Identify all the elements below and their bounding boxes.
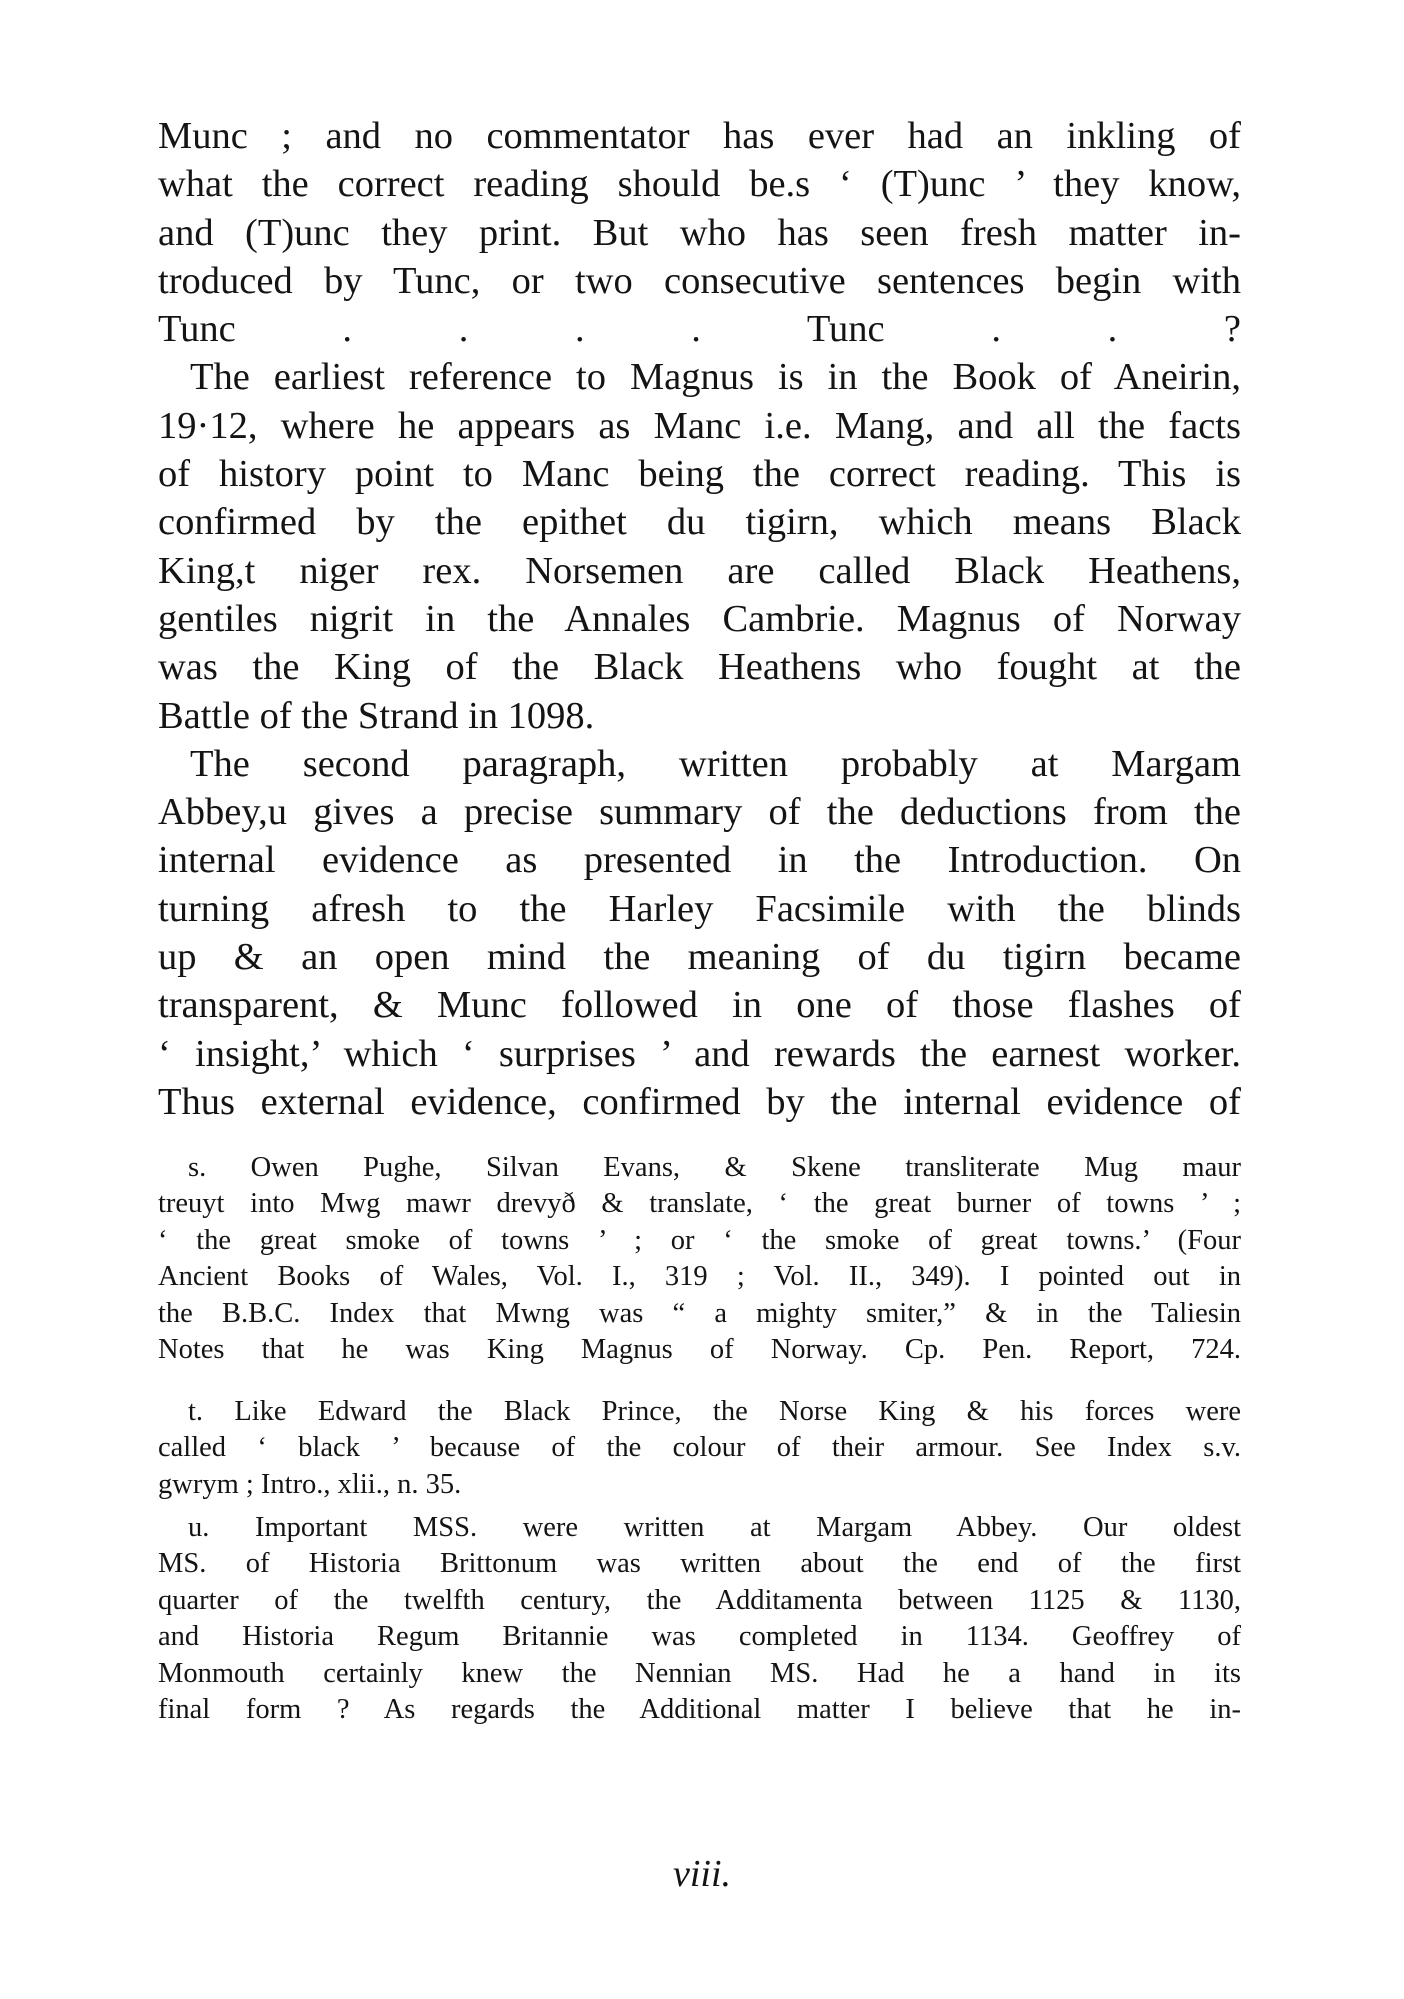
- footnote-line: final form ? As regards the Additional matter I believe that he in-: [158, 1693, 1241, 1725]
- text-line: Tunc . . . . Tunc . . ?: [158, 308, 1241, 351]
- footnote-line: called ‘ black ’ because of the colour of their armour. See Index s.v.: [158, 1432, 1241, 1464]
- footnote-line: u. Important MSS. were written at Margam Abbey. Our oldest: [188, 1512, 1241, 1543]
- footnote-t: [158, 1394, 1241, 1503]
- text-line: transparent, & Munc followed in one of those flashes of: [158, 984, 1241, 1027]
- text-line: The second paragraph, written probably at Margam: [190, 742, 1241, 785]
- text-line: what the correct reading should be.s ‘ (T)unc ’ they know,: [158, 163, 1241, 206]
- main-text: [158, 112, 1241, 1126]
- text-line: of history point to Manc being the correct reading. This is: [158, 453, 1241, 496]
- page-number: viii.: [672, 1853, 732, 1895]
- text-line: The earliest reference to Magnus is in the Book of Aneirin,: [190, 356, 1241, 399]
- footnote-line: MS. of Historia Brittonum was written about the end of the first: [158, 1548, 1241, 1580]
- text-line: Battle of the Strand in 1098.: [158, 694, 595, 737]
- footnote-line: treuyt into Mwg mawr drevyð & translate, ‘ the great burner of towns ’ ;: [158, 1188, 1241, 1220]
- text-line: Abbey,u gives a precise summary of the deductions from the: [158, 791, 1241, 834]
- footnote-line: ‘ the great smoke of towns ’ ; or ‘ the smoke of great towns.’ (Four: [158, 1224, 1241, 1256]
- text-line: up & an open mind the meaning of du tigirn became: [158, 936, 1241, 979]
- footnote-line: quarter of the twelfth century, the Additamenta between 1125 & 1130,: [158, 1584, 1241, 1616]
- text-line: gentiles nigrit in the Annales Cambrie. Magnus of Norway: [158, 597, 1241, 640]
- footnote-line: gwrym ; Intro., xlii., n. 35.: [158, 1468, 462, 1500]
- footnote-u: [158, 1510, 1241, 1728]
- footnote-line: t. Like Edward the Black Prince, the Norse King & his forces were: [188, 1396, 1241, 1427]
- footnote-line: Monmouth certainly knew the Nennian MS. Had he a hand in its: [158, 1657, 1241, 1689]
- text-line: confirmed by the epithet du tigirn, which means Black: [158, 501, 1241, 544]
- text-line: troduced by Tunc, or two consecutive sentences begin with: [158, 259, 1241, 302]
- text-line: Munc ; and no commentator has ever had an inkling of: [158, 115, 1241, 157]
- text-line: ‘ insight,’ which ‘ surprises ’ and rewards the earnest worker.: [158, 1032, 1241, 1075]
- text-line: and (T)unc they print. But who has seen fresh matter in-: [158, 211, 1241, 254]
- text-line: 19·12, where he appears as Manc i.e. Mang, and all the facts: [158, 404, 1241, 447]
- footnote-line: s. Owen Pughe, Silvan Evans, & Skene transliterate Mug maur: [188, 1152, 1241, 1183]
- text-line: was the King of the Black Heathens who fought at the: [158, 646, 1241, 689]
- footnote-s: [158, 1150, 1241, 1368]
- text-line: internal evidence as presented in the Introduction. On: [158, 839, 1241, 882]
- text-line: Thus external evidence, confirmed by the internal evidence of: [158, 1080, 1241, 1123]
- footnote-line: and Historia Regum Britannie was completed in 1134. Geoffrey of: [158, 1621, 1241, 1653]
- text-line: King,t niger rex. Norsemen are called Black Heathens,: [158, 549, 1241, 592]
- footnote-line: Ancient Books of Wales, Vol. I., 319 ; Vol. II., 349). I pointed out in: [158, 1261, 1241, 1293]
- text-line: turning afresh to the Harley Facsimile with the blinds: [158, 887, 1241, 930]
- footnote-line: the B.B.C. Index that Mwng was “ a mighty smiter,” & in the Taliesin: [158, 1297, 1241, 1329]
- footnote-line: Notes that he was King Magnus of Norway. Cp. Pen. Report, 724.: [158, 1333, 1241, 1365]
